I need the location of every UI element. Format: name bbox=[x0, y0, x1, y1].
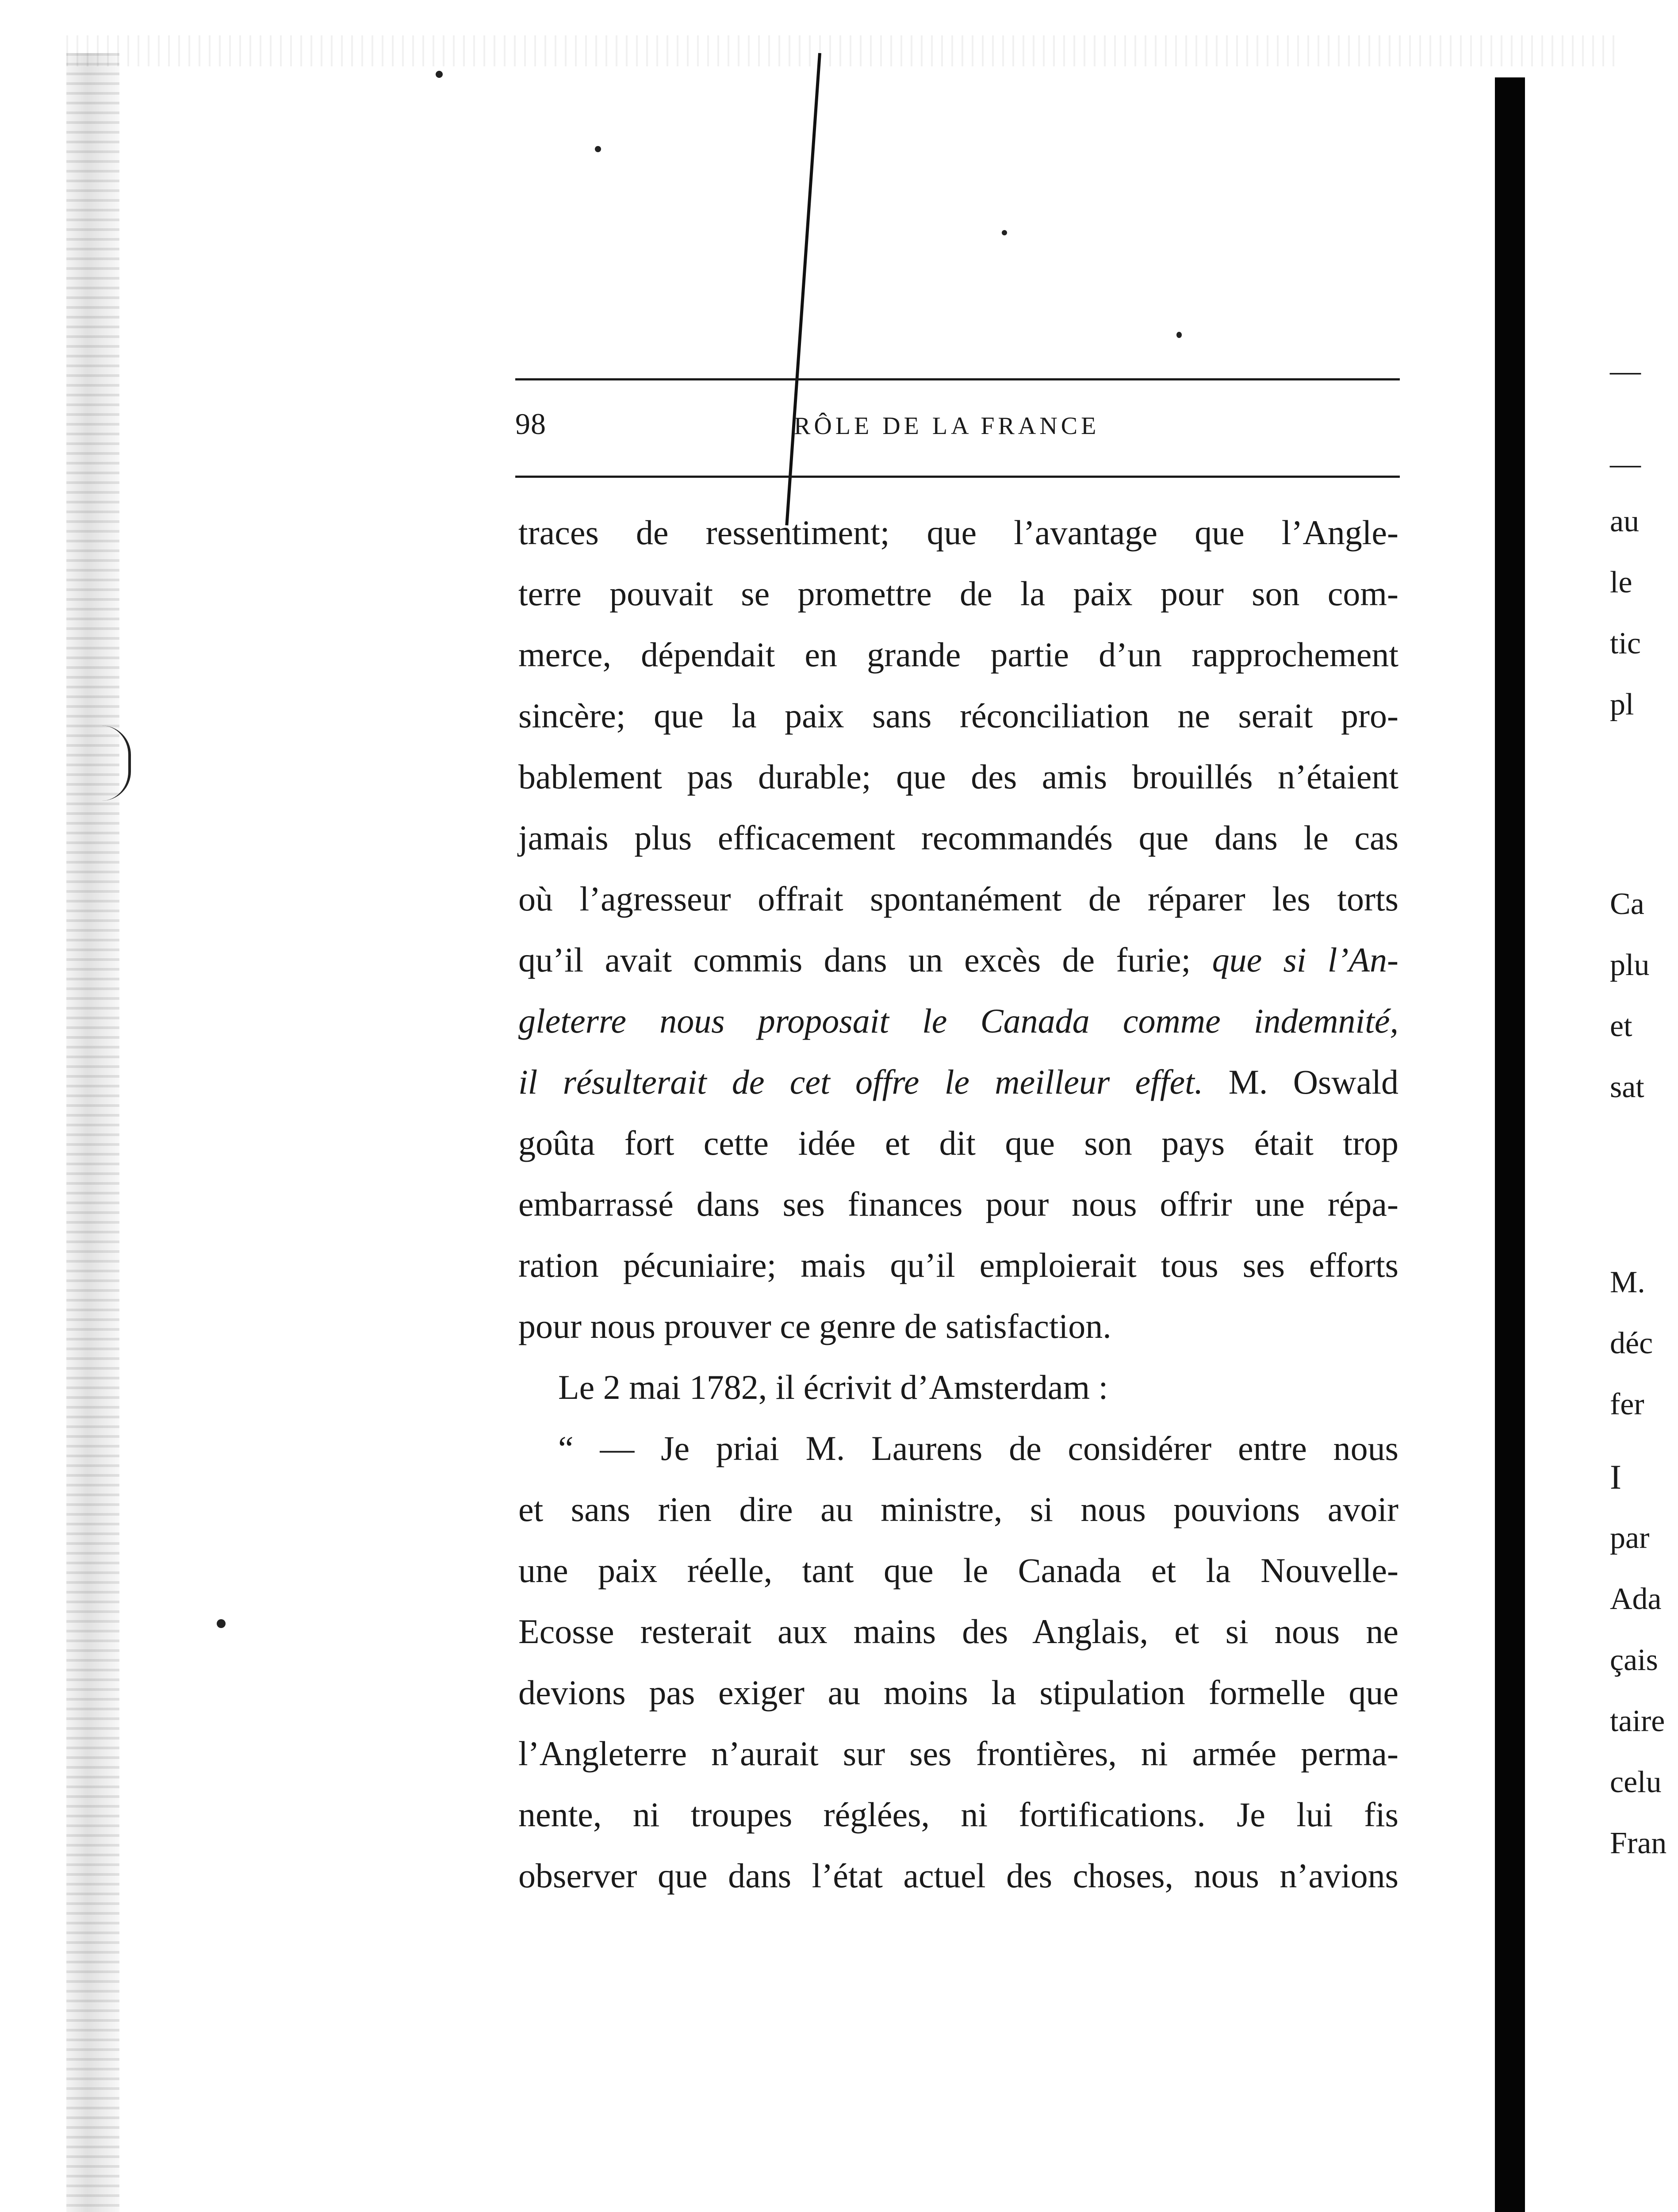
text-line: “ — Je priai M. Laurens de considérer entre nous bbox=[558, 1429, 1398, 1467]
scan-edge-left bbox=[66, 53, 119, 2212]
margin-mark bbox=[102, 726, 131, 801]
facing-text: au bbox=[1610, 504, 1640, 538]
italic-segment: il résulterait de cet offre le meilleur effet. bbox=[518, 1063, 1203, 1101]
pencil-mark bbox=[785, 53, 821, 526]
text-line: nente, ni troupes réglées, ni fortifications. Je lui fis bbox=[518, 1795, 1398, 1834]
facing-text: Ca bbox=[1610, 887, 1644, 921]
facing-text: plu bbox=[1610, 948, 1650, 982]
text-line: bablement pas durable; que des amis brouillés n’étaient bbox=[518, 757, 1398, 796]
text-line: une paix réelle, tant que le Canada et la Nouvelle- bbox=[518, 1551, 1398, 1590]
facing-text: I bbox=[1610, 1458, 1621, 1496]
header-rule-bottom bbox=[515, 476, 1400, 478]
facing-text: M. bbox=[1610, 1265, 1645, 1299]
text-line: jamais plus efficacement recommandés que dans le cas bbox=[518, 818, 1398, 857]
body-text bbox=[518, 502, 1398, 1906]
facing-text: — bbox=[1610, 354, 1641, 388]
facing-text: çais bbox=[1610, 1643, 1658, 1677]
text-line: goûta fort cette idée et dit que son pays était trop bbox=[518, 1124, 1398, 1162]
ink-speck bbox=[595, 146, 601, 152]
text-line: où l’agresseur offrait spontanément de réparer les torts bbox=[518, 879, 1398, 918]
text-line: Ecosse resterait aux mains des Anglais, et si nous ne bbox=[518, 1612, 1398, 1651]
facing-text: — bbox=[1610, 447, 1641, 481]
facing-text: fer bbox=[1610, 1387, 1644, 1421]
ink-speck bbox=[436, 71, 443, 78]
facing-text: déc bbox=[1610, 1326, 1653, 1360]
ink-speck bbox=[1002, 230, 1007, 235]
facing-text: Ada bbox=[1610, 1582, 1662, 1616]
text-line: l’Angleterre n’aurait sur ses frontières, ni armée perma- bbox=[518, 1734, 1398, 1773]
text-line: observer que dans l’état actuel des choses, nous n’avions bbox=[518, 1856, 1398, 1895]
text-line: merce, dépendait en grande partie d’un rapprochement bbox=[518, 635, 1398, 674]
text-line-mixed bbox=[518, 1052, 1398, 1113]
text-line: pour nous prouver ce genre de satisfaction. bbox=[518, 1307, 1111, 1345]
book-gutter bbox=[1495, 77, 1525, 2212]
text-line: terre pouvait se promettre de la paix pour son com- bbox=[518, 574, 1398, 613]
facing-text: et bbox=[1610, 1009, 1632, 1043]
text-line: et sans rien dire au ministre, si nous pouvions avoir bbox=[518, 1490, 1398, 1528]
facing-text: taire bbox=[1610, 1704, 1665, 1738]
text-line-mixed bbox=[518, 929, 1398, 991]
text-line: ration pécuniaire; mais qu’il emploierait tous ses efforts bbox=[518, 1246, 1398, 1284]
facing-text: tic bbox=[1610, 626, 1641, 661]
text-line-italic: gleterre nous proposait le Canada comme indemnité, bbox=[518, 1002, 1398, 1040]
text-line: devions pas exiger au moins la stipulation formelle que bbox=[518, 1673, 1398, 1712]
facing-text: pl bbox=[1610, 687, 1634, 722]
text-line: Le 2 mai 1782, il écrivit d’Amsterdam : bbox=[558, 1368, 1108, 1406]
facing-text: le bbox=[1610, 565, 1632, 599]
italic-segment: que si l’An- bbox=[1212, 941, 1398, 979]
header-rule-top bbox=[515, 378, 1400, 380]
ink-speck bbox=[217, 1619, 226, 1628]
text-line: sincère; que la paix sans réconciliation ne serait pro- bbox=[518, 696, 1398, 735]
page-number: 98 bbox=[515, 407, 546, 441]
text-segment: M. Oswald bbox=[1228, 1063, 1399, 1101]
facing-text: sat bbox=[1610, 1070, 1644, 1104]
text-line: embarrassé dans ses finances pour nous offrir une répa- bbox=[518, 1185, 1398, 1223]
ink-speck bbox=[1176, 332, 1182, 338]
facing-text: celu bbox=[1610, 1765, 1662, 1799]
facing-text: par bbox=[1610, 1521, 1650, 1555]
text-line: traces de ressentiment; que l’avantage que l’Angle- bbox=[518, 513, 1398, 552]
facing-text: Fran bbox=[1610, 1826, 1667, 1860]
running-title: RÔLE DE LA FRANCE bbox=[794, 412, 1100, 440]
text-segment: qu’il avait commis dans un excès de furie; bbox=[518, 941, 1191, 979]
scan-edge-top bbox=[66, 35, 1614, 66]
facing-page-fragment bbox=[1605, 0, 1678, 2212]
